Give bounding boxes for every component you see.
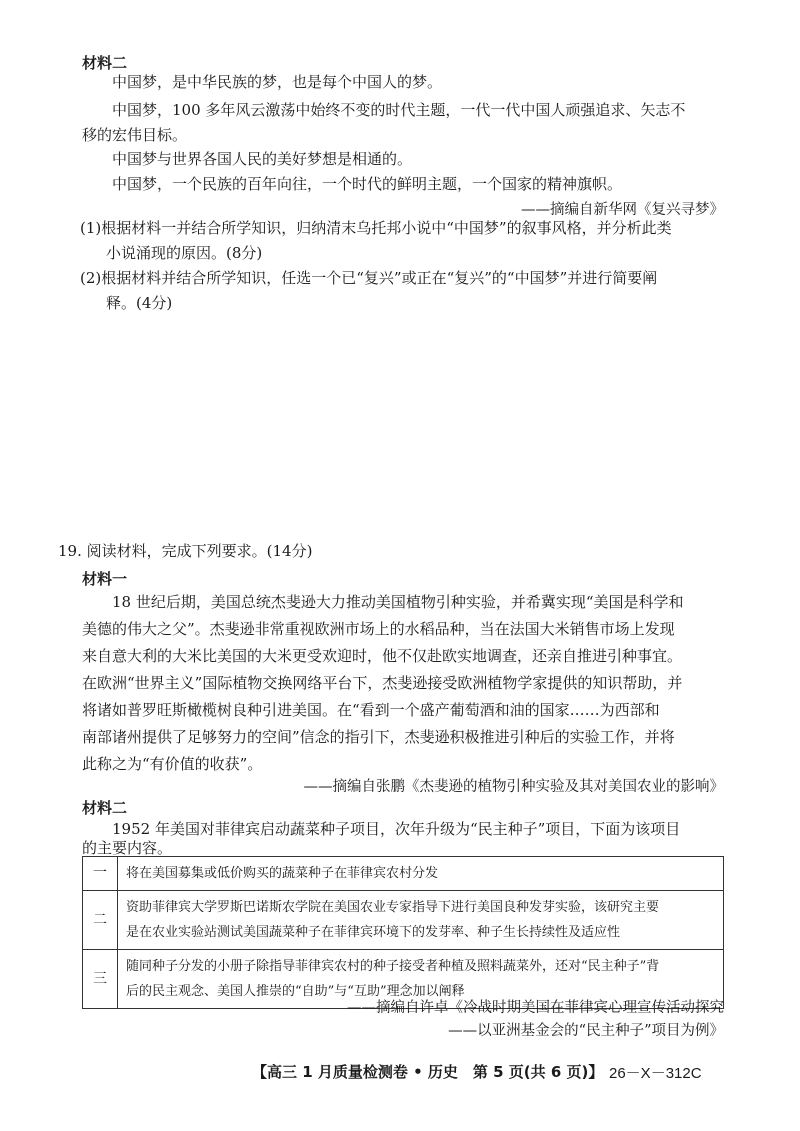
- material-heading: 材料二: [82, 799, 128, 817]
- row-number: 一: [83, 857, 118, 891]
- paragraph-line: 将诸如普罗旺斯橄榄树良种引进美国。在“看到一个盛产葡萄酒和油的国家……为西部和: [82, 701, 660, 719]
- source-citation: ——摘编自新华网《复兴寻梦》: [521, 202, 724, 218]
- row-text-line: 是在农业实验站测试美国蔬菜种子在菲律宾环境下的发芽率、种子生长持续性及适应性: [126, 925, 621, 940]
- paragraph-line: 18 世纪后期，美国总统杰斐逊大力推动美国植物引种实验，并希冀实现“美国是科学和: [112, 593, 684, 611]
- paragraph-line: 的主要内容。: [82, 839, 173, 857]
- page-footer: 【高三 1 月质量检测卷 • 历史 第 5 页(共 6 页)】: [252, 1063, 604, 1081]
- paper-code: 26－X－312C: [609, 1065, 702, 1082]
- paragraph: 移的宏伟目标。: [82, 126, 188, 144]
- row-text-line: 资助菲律宾大学罗斯巴诺斯农学院在美国农业专家指导下进行美国良种发芽实验，该研究主要: [126, 900, 660, 915]
- table-row: [83, 891, 724, 950]
- paragraph: 中国梦，是中华民族的梦，也是每个中国人的梦。: [112, 73, 443, 91]
- source-citation-line2: ——以亚洲基金会的“民主种子”项目为例》: [448, 1023, 724, 1039]
- row-number: 三: [83, 950, 118, 1009]
- paragraph-line: 美德的伟大之父”。杰斐逊非常重视欧洲市场上的水稻品种，当在法国大米销售市场上发现: [82, 620, 675, 638]
- paragraph-line: 来自意大利的大米比美国的大米更受欢迎时，他不仅赴欧实地调查，还亲自推进引种事宜。: [82, 647, 683, 665]
- question-2-line1: (2)根据材料并结合所学知识，任选一个已“复兴”或正在“复兴”的“中国梦”并进行简要阐: [80, 269, 658, 287]
- source-citation: ——摘编自张鹏《杰斐逊的植物引种实验及其对美国农业的影响》: [303, 779, 724, 795]
- paragraph: 中国梦，一个民族的百年向往，一个时代的鲜明主题，一个国家的精神旗帜。: [112, 175, 623, 193]
- row-text: [118, 891, 724, 950]
- project-content-table: [82, 856, 724, 1009]
- question-2-line2: 释。(4分): [106, 294, 173, 312]
- question-1-line1: (1)根据材料一并结合所学知识，归纳清末乌托邦小说中“中国梦”的叙事风格，并分析此类: [80, 219, 672, 237]
- paragraph-line: 在欧洲“世界主义”国际植物交换网络平台下，杰斐逊接受欧洲植物学家提供的知识帮助，并: [82, 674, 683, 692]
- row-text-line: 后的民主观念、美国人推崇的“自助”与“互助”理念加以阐释: [126, 984, 465, 999]
- paragraph-line: 此称之为“有价值的收获”。: [82, 755, 263, 773]
- material-heading: 材料二: [82, 54, 128, 72]
- question-19-title: 19. 阅读材料，完成下列要求。(14分): [58, 542, 313, 560]
- row-number: 二: [83, 891, 118, 950]
- row-text-line: 将在美国募集或低价购买的蔬菜种子在菲律宾农村分发: [126, 866, 439, 881]
- question-1-line2: 小说涌现的原因。(8分): [106, 244, 263, 262]
- paragraph: 中国梦，100 多年风云激荡中始终不变的时代主题，一代一代中国人顽强追求、矢志不: [112, 101, 686, 119]
- paragraph: 中国梦与世界各国人民的美好梦想是相通的。: [112, 150, 413, 168]
- row-text-line: 随同种子分发的小册子除指导菲律宾农村的种子接受者种植及照料蔬菜外，还对“民主种子”背: [126, 959, 660, 974]
- row-text: [118, 857, 724, 891]
- source-citation-line1: ——摘编自许卓《冷战时期美国在菲律宾心理宣传活动探究: [347, 1000, 724, 1016]
- material-heading: 材料一: [82, 570, 128, 588]
- paragraph-line: 1952 年美国对菲律宾启动蔬菜种子项目，次年升级为“民主种子”项目，下面为该项目: [112, 820, 681, 838]
- paragraph-line: 南部诸州提供了足够努力的空间”信念的指引下，杰斐逊积极推进引种后的实验工作，并将: [82, 728, 675, 746]
- table-row: [83, 857, 724, 891]
